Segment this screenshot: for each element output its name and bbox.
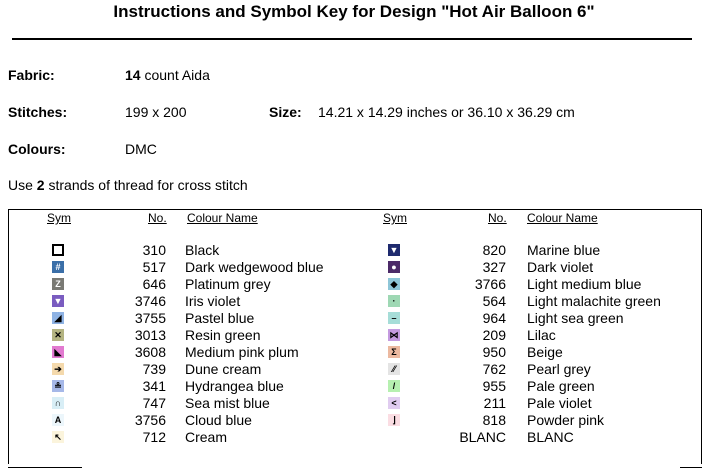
colour-name: Lilac (527, 327, 556, 343)
slash-icon: / (388, 380, 400, 392)
dmc-number: 950 (482, 344, 506, 360)
header-no-right: No. (488, 211, 507, 225)
note-text-start: Use (8, 177, 37, 193)
dmc-number: 3755 (134, 310, 166, 326)
blank-icon (388, 431, 400, 443)
less-than-icon: < (388, 397, 400, 409)
fabric-type: count Aida (140, 67, 210, 83)
dmc-number: 739 (142, 361, 166, 377)
table-corner-left (8, 467, 82, 468)
colour-name: Sea mist blue (185, 395, 270, 411)
colours-label: Colours: (8, 141, 66, 157)
z-icon: Z (52, 278, 64, 290)
list-item (9, 293, 699, 310)
list-item (9, 242, 699, 259)
a-icon: A (52, 414, 64, 426)
colour-name: Beige (527, 344, 563, 360)
colour-name: Cream (185, 429, 228, 445)
colour-name: Iris violet (185, 293, 241, 309)
header-name-right: Colour Name (527, 211, 598, 225)
dmc-number: 747 (142, 395, 166, 411)
arch-icon: ∩ (52, 397, 64, 409)
dmc-number: 3013 (134, 327, 166, 343)
colour-name: Pale violet (527, 395, 592, 411)
page-title: Instructions and Symbol Key for Design "Hot Air Balloon 6" (113, 2, 595, 21)
colour-name: Black (185, 242, 220, 258)
bowtie-icon: ⋈ (389, 330, 399, 340)
dmc-number: 762 (482, 361, 506, 377)
header-sym-right: Sym (383, 211, 407, 225)
dmc-number: 211 (483, 395, 506, 411)
strand-count: 2 (36, 177, 45, 193)
colour-name: Cloud blue (185, 412, 252, 428)
dmc-number: 3756 (134, 412, 166, 428)
dmc-number: 955 (482, 378, 506, 394)
dmc-number: 964 (482, 310, 506, 326)
dot-icon: · (388, 295, 400, 307)
colour-name: Powder pink (527, 412, 605, 428)
size-label: Size: (269, 104, 302, 120)
fabric-count: 14 (125, 67, 141, 83)
dmc-number: 3766 (474, 276, 506, 292)
list-item (9, 276, 699, 293)
dmc-number: 818 (482, 412, 506, 428)
size-value: 14.21 x 14.29 inches or 36.10 x 36.29 cm (318, 104, 575, 120)
dmc-number: 3608 (134, 344, 166, 360)
list-item (9, 412, 699, 429)
stitches-label: Stitches: (8, 104, 68, 120)
dmc-number: BLANC (459, 429, 506, 445)
list-item (9, 344, 699, 361)
colour-name: Pastel blue (185, 310, 255, 326)
list-item (9, 378, 699, 395)
corner-icon: ⌋ (388, 414, 400, 426)
fabric-label: Fabric: (8, 67, 55, 83)
colour-name: Medium pink plum (185, 344, 299, 360)
dmc-number: 564 (482, 293, 506, 309)
thread-note (8, 177, 248, 193)
ramp-icon: ◣ (52, 346, 64, 358)
list-item (9, 361, 699, 378)
dmc-number: 646 (142, 276, 166, 292)
dmc-number: 517 (142, 259, 166, 275)
header-sym-left: Sym (47, 211, 71, 225)
header-no-left: No. (148, 211, 167, 225)
circle-icon: ● (388, 261, 400, 273)
colour-name: Dune cream (185, 361, 262, 377)
dmc-number: 209 (482, 327, 506, 343)
title-divider (12, 38, 692, 40)
dmc-number: 820 (482, 242, 506, 258)
list-item (9, 327, 699, 344)
colour-name: Pale green (527, 378, 595, 394)
colour-name: Light sea green (527, 310, 624, 326)
symbol-key-table (8, 209, 702, 464)
hourglass-icon: Σ (388, 346, 400, 358)
table-corner-right (680, 467, 702, 468)
list-item (9, 310, 699, 327)
colour-name: Marine blue (527, 242, 601, 258)
list-item (9, 429, 699, 446)
fabric-value (125, 67, 210, 83)
stitches-value: 199 x 200 (125, 104, 187, 120)
colour-name: Light malachite green (527, 293, 661, 309)
dmc-number: 310 (142, 242, 166, 258)
colour-name: Dark violet (527, 259, 594, 275)
triangle-down-icon: ▼ (53, 296, 63, 306)
arrow-right-icon: ➔ (52, 363, 64, 375)
stacked-icon: ≗ (52, 380, 64, 392)
colour-name: Hydrangea blue (185, 378, 284, 394)
dmc-number: 327 (482, 259, 506, 275)
arrow-upleft-icon: ↖ (52, 431, 64, 443)
hash-icon: # (52, 261, 64, 273)
colour-name: BLANC (527, 429, 574, 445)
dmc-number: 341 (142, 378, 166, 394)
colour-name: Light medium blue (527, 276, 642, 292)
corner-triangle-icon: ◢ (52, 312, 64, 324)
slashes-icon: ⁄⁄ (388, 363, 400, 375)
colour-name: Dark wedgewood blue (185, 259, 324, 275)
dash-icon: – (388, 312, 400, 324)
triangle-down-icon: ▼ (389, 245, 399, 255)
diamond-icon: ◆ (388, 278, 400, 290)
colour-name: Resin green (185, 327, 261, 343)
dmc-number: 3746 (134, 293, 166, 309)
list-item (9, 259, 699, 276)
dmc-number: 712 (142, 429, 166, 445)
header-name-left: Colour Name (187, 211, 258, 225)
colours-value: DMC (125, 141, 157, 157)
colour-name: Pearl grey (527, 361, 591, 377)
x-icon: ✕ (52, 329, 64, 341)
list-item (9, 395, 699, 412)
note-text-end: strands of thread for cross stitch (44, 177, 248, 193)
colour-name: Platinum grey (185, 276, 271, 292)
